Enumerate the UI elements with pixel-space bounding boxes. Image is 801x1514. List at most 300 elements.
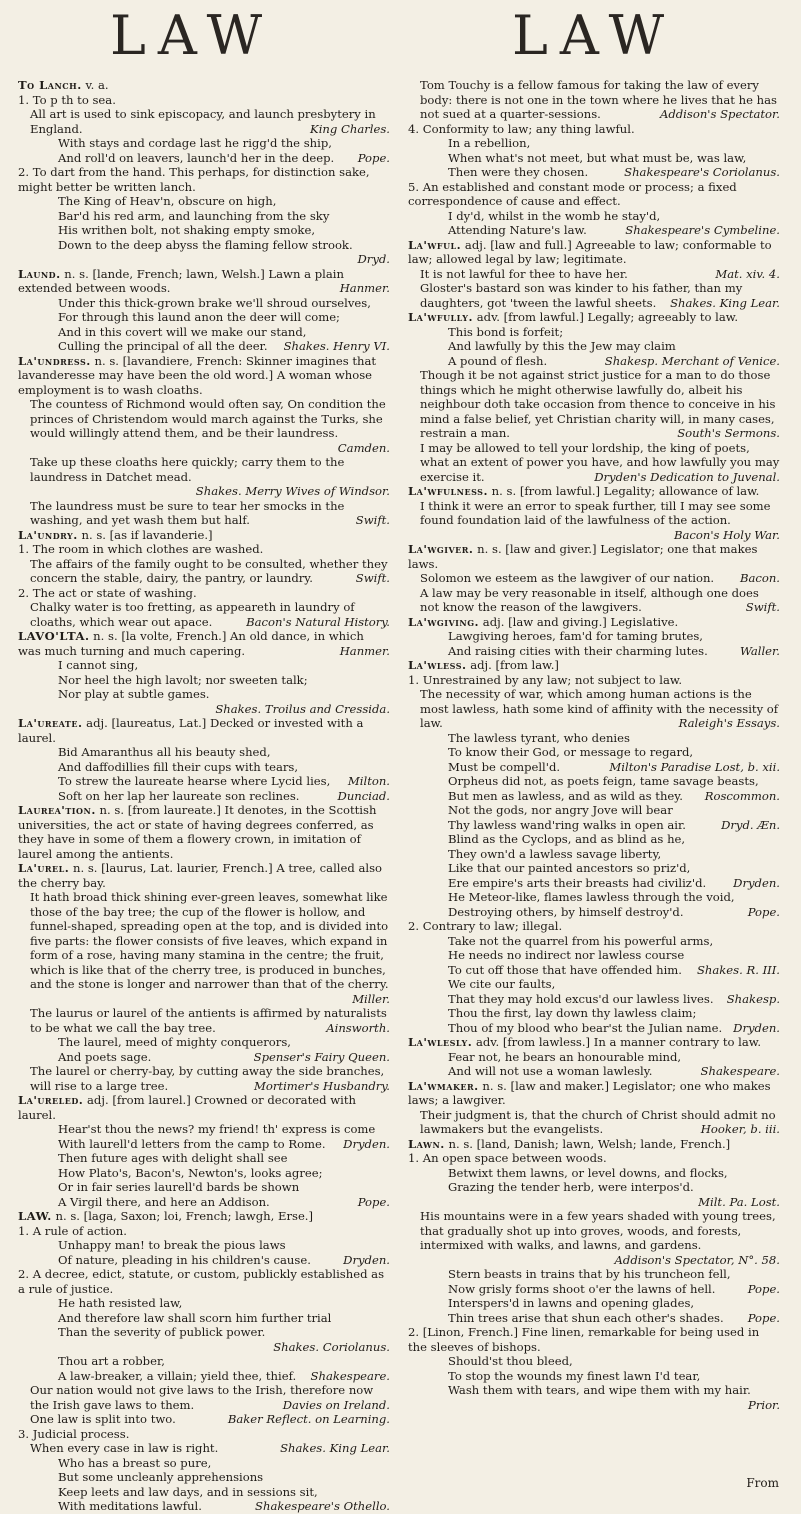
quotation-line — [448, 1383, 780, 1412]
quotation-line — [58, 1151, 390, 1166]
line-text: Now grisly forms shoot o'er the lawns of hell. — [448, 1281, 716, 1296]
quotation-line — [448, 325, 780, 340]
quotation-line — [58, 760, 390, 775]
line-text: The lawless tyrant, who denies — [448, 730, 630, 745]
citation-source: Ainsworth. — [326, 1020, 390, 1035]
quotation-line — [448, 745, 780, 760]
citation-source: Hooker, b. iii. — [700, 1122, 780, 1136]
citation-source: Swift. — [355, 571, 390, 585]
line-text: Fear not, he bears an honourable mind, — [448, 1049, 682, 1064]
line-text: 1. A rule of action. — [18, 1223, 127, 1238]
quotation-line — [58, 673, 390, 688]
citation-source: Milt. Pa. Lost. — [698, 1194, 780, 1209]
line-text: Down to the deep abyss the flaming fellow strook. — [58, 237, 353, 252]
line-text: It hath broad thick shining ever-green leaves, somewhat like those of the bay tree; the cup of the flower is hollow, and funnel-shaped, spreading open at the top, and is divided into five parts: the flower consists of five leaves, which expand in form of a rose, having many stamina in the centre; the fruit, which is like that of the cherry tree, is produced in bunches, and the stone is longer and narrower than that of the cherry. — [30, 890, 389, 991]
quotation-line — [30, 1441, 390, 1456]
quotation-line — [448, 1006, 780, 1021]
line-text: I cannot sing, — [58, 658, 139, 672]
line-text: Attending Nature's law. — [448, 223, 587, 237]
quotation-line — [58, 194, 390, 209]
line-text: They own'd a lawless savage liberty, — [448, 846, 662, 861]
line-text: Keep leets and law days, and in sessions sit, — [58, 1484, 318, 1499]
citation-source: Bacon. — [739, 571, 780, 585]
line-text: He Meteor-like, flames lawless through the void, — [448, 890, 735, 904]
headword: La'undry. — [18, 527, 78, 542]
citation-source: Mortimer's Husbandry. — [254, 1078, 390, 1093]
line-text: 2. A decree, edict, statute, or custom, publickly established as a rule of justice. — [18, 1267, 385, 1296]
definition: adv. [from lawless.] In a manner contrary to law. — [472, 1035, 762, 1049]
line-text: And roll'd on leavers, launch'd her in the deep. — [58, 150, 335, 165]
quotation-line — [58, 310, 390, 325]
line-text: But men as lawless, and as wild as they. — [448, 788, 683, 803]
definition: v. a. — [81, 78, 109, 92]
citation-source: Bacon's Holy War. — [673, 527, 780, 542]
dictionary-entry — [408, 1137, 780, 1152]
line-text: And raising cities with their charming lutes. — [448, 643, 708, 658]
quotation-line — [448, 1050, 780, 1065]
dictionary-entry — [408, 1035, 780, 1050]
line-text: Thin trees arise that shun each other's shades. — [448, 1310, 724, 1325]
line-text: Solomon we esteem as the lawgiver of our nation. — [420, 571, 715, 585]
citation-source: South's Sermons. — [677, 426, 780, 440]
quotation-line — [420, 1209, 780, 1267]
dictionary-entry — [408, 1079, 780, 1108]
quotation-line — [58, 1354, 390, 1369]
citation-source: Milton. — [347, 774, 390, 788]
citation-source: Hanmer. — [339, 281, 390, 295]
citation-source: Waller. — [739, 643, 780, 658]
line-text: The affairs of the family ought to be consulted, whether they concern the stable, dairy, the pantry, or laundry. — [30, 556, 388, 585]
definition: n. s. [from laureate.] It denotes, in the Scottish universities, the act or state of having degrees conferred, as they have in some of them a flowery crown, in imitation of laurel among the antients. — [18, 803, 377, 861]
catchword: From — [746, 1476, 779, 1490]
citation-source: Shakes. Troilus and Cressida. — [215, 701, 390, 716]
line-text: How Plato's, Bacon's, Newton's, looks agree; — [58, 1165, 323, 1180]
dictionary-entry — [18, 78, 390, 93]
quotation-line — [58, 339, 390, 354]
quotation-line — [58, 1485, 390, 1500]
line-text: Culling the principal of all the deer. — [58, 339, 268, 353]
quotation-line — [448, 1267, 780, 1282]
line-text: Thou the first, lay down thy lawless claim; — [448, 1006, 697, 1020]
line-text: For through this laund anon the deer will come; — [58, 310, 340, 324]
quotation-line — [58, 223, 390, 238]
line-text: To cut off those that have offended him. — [448, 962, 682, 977]
quotation-line — [58, 209, 390, 224]
citation-source: Dryd. Æn. — [721, 817, 780, 832]
citation-source: Davies on Ireland. — [282, 1397, 390, 1412]
citation-source: Roscommon. — [704, 788, 780, 803]
line-text: But some uncleanly apprehensions — [58, 1470, 264, 1484]
quotation-line — [58, 1499, 390, 1514]
quotation-line — [58, 1195, 390, 1210]
line-text: He needs no indirect nor lawless course — [448, 948, 685, 962]
sense-line — [18, 1224, 390, 1239]
dictionary-entry — [18, 861, 390, 890]
left-column — [18, 78, 390, 1514]
citation-source: Dryden's Dedication to Juvenal. — [594, 469, 780, 484]
headword: La'wfulness. — [408, 484, 488, 498]
line-text: Ere empire's arts their breasts had civiliz'd. — [448, 875, 707, 890]
line-text: That they may hold excus'd our lawless lives. — [448, 991, 714, 1006]
citation-source: Milton's Paradise Lost, b. xii. — [609, 759, 780, 774]
quotation-line — [420, 78, 780, 122]
header-right: LAW — [512, 4, 677, 67]
quotation-line — [58, 687, 390, 716]
dictionary-entry — [18, 716, 390, 745]
citation-source: Mat. xiv. 4. — [715, 266, 780, 281]
sense-line — [18, 542, 390, 557]
quotation-line — [58, 1137, 390, 1152]
header-left: LAW — [110, 4, 275, 67]
headword: La'wfully. — [408, 310, 474, 324]
dictionary-entry — [408, 484, 780, 499]
definition: n. s. [land, Danish; lawn, Welsh; lande, French.] — [444, 1136, 731, 1151]
line-text: When what's not meet, but what must be, was law, — [448, 150, 747, 165]
line-text: 4. Conformity to law; any thing lawful. — [408, 121, 635, 136]
headword: La'wless. — [408, 658, 467, 672]
quotation-line — [58, 789, 390, 804]
quotation-line — [448, 934, 780, 949]
sense-line — [18, 1427, 390, 1442]
quotation-line — [448, 1064, 780, 1079]
line-text: His mountains were in a few years shaded with young trees, that gradually shot up into groves, woods, and forests, intermixed with walks, and lawns, and gardens. — [420, 1209, 776, 1252]
citation-source: Baker Reflect. on Learning. — [227, 1412, 390, 1426]
quotation-line — [448, 774, 780, 789]
line-text: Gloster's bastard son was kinder to his father, than my daughters, got 'tween the lawful sheets. — [420, 281, 743, 310]
line-text: And poets sage. — [58, 1049, 152, 1064]
quotation-line — [448, 847, 780, 862]
sense-line — [408, 919, 780, 934]
line-text: In a rebellion, — [448, 136, 531, 150]
quotation-line — [58, 151, 390, 166]
line-text: Take up these cloaths here quickly; carry them to the laundress in Datchet mead. — [30, 455, 345, 484]
line-text: All art is used to sink episcopacy, and launch presbytery in England. — [30, 107, 376, 136]
quotation-line — [448, 948, 780, 963]
quotation-line — [58, 774, 390, 789]
quotation-line — [58, 1122, 390, 1137]
line-text: Like that our painted ancestors so priz'd, — [448, 861, 691, 875]
line-text: Nor play at subtle games. — [58, 687, 210, 701]
definition: adj. [law and full.] Agreeable to law; conformable to law; allowed legal by law; legitimate. — [408, 237, 772, 266]
line-text: 1. To p th to sea. — [18, 92, 116, 107]
quotation-line — [448, 963, 780, 978]
citation-source: King Charles. — [310, 121, 390, 136]
quotation-line — [420, 499, 780, 543]
line-text: With laurell'd letters from the camp to Rome. — [58, 1136, 326, 1151]
quotation-line — [448, 905, 780, 920]
citation-source: Prior. — [748, 1397, 780, 1412]
line-text: 1. The room in which clothes are washed. — [18, 542, 264, 556]
headword: Laund. — [18, 266, 61, 281]
right-column — [408, 78, 780, 1514]
line-text: A Virgil there, and here an Addison. — [58, 1194, 270, 1209]
dictionary-entry — [408, 310, 780, 325]
line-text: Betwixt them lawns, or level downs, and flocks, — [448, 1165, 728, 1180]
dictionary-entry — [408, 238, 780, 267]
definition: adj. [from law.] — [466, 658, 559, 672]
quotation-line — [448, 165, 780, 180]
quotation-line — [448, 1354, 780, 1369]
line-text: Tom Touchy is a fellow famous for taking the law of every body: there is not one in the town where he lives that he has not sued at a quarter-sessions. — [420, 78, 777, 121]
quotation-line — [448, 992, 780, 1007]
citation-source: Shakespeare's Othello. — [255, 1499, 390, 1513]
quotation-line — [448, 354, 780, 369]
line-text: The King of Heav'n, obscure on high, — [58, 194, 277, 208]
headword: To Lanch. — [18, 78, 82, 92]
quotation-line — [30, 455, 390, 499]
line-text: When every case in law is right. — [30, 1441, 219, 1455]
quotation-line — [448, 861, 780, 876]
line-text: Though it be not against strict justice for a man to do those things which he might otherwise lawfully do, albeit his neighbour doth take occasion from thence to conceive in his mind a false belief, yet Christian charity will, in many cases, restrain a man. — [420, 368, 776, 440]
quotation-line — [448, 876, 780, 891]
line-text: And in this covert will we make our stand, — [58, 324, 307, 339]
quotation-line — [30, 600, 390, 629]
quotation-line — [448, 1296, 780, 1311]
quotation-line — [448, 803, 780, 818]
line-text: And will not use a woman lawlesly. — [448, 1064, 653, 1078]
line-text: The laurus or laurel of the antients is affirmed by naturalists to be what we call the bay tree. — [30, 1006, 387, 1035]
line-text: Our nation would not give laws to the Irish, therefore now the Irish gave laws to them. — [30, 1383, 374, 1412]
line-text: Not the gods, nor angry Jove will bear — [448, 803, 673, 817]
line-text: To know their God, or message to regard, — [448, 745, 694, 759]
citation-source: Shakes. Coriolanus. — [273, 1339, 390, 1354]
quotation-line — [448, 629, 780, 644]
citation-source: Dryden. — [733, 875, 780, 890]
quotation-line — [58, 1311, 390, 1326]
quotation-line — [30, 499, 390, 528]
line-text: The countess of Richmond would often say, On condition the princes of Christendom would march against the Turks, she would willingly attend them, and be their laundress. — [30, 397, 386, 440]
quotation-line — [448, 1282, 780, 1297]
dictionary-entry — [18, 267, 390, 296]
quotation-line — [448, 151, 780, 166]
line-text: He hath resisted law, — [58, 1296, 183, 1310]
line-text: With meditations lawful. — [58, 1499, 202, 1513]
quotation-line — [58, 1035, 390, 1050]
definition: n. s. [law and giver.] Legislator; one that makes laws. — [408, 542, 758, 571]
headword: LAW. — [18, 1209, 52, 1223]
line-text: We cite our faults, — [448, 977, 556, 991]
line-text: Than the severity of publick power. — [58, 1325, 266, 1339]
line-text: 2. To dart from the hand. This perhaps, for distinction sake, might better be written lanch. — [18, 165, 370, 194]
quotation-line — [420, 368, 780, 441]
quotation-line — [30, 1006, 390, 1035]
line-text: One law is split into two. — [30, 1412, 176, 1426]
sense-line — [18, 165, 390, 194]
citation-source: Pope. — [747, 904, 780, 919]
line-text: 2. The act or state of washing. — [18, 585, 197, 600]
line-text: Hear'st thou the news? my friend! th' express is come — [58, 1122, 376, 1136]
sense-line — [408, 180, 780, 209]
citation-source: Shakes. King Lear. — [670, 295, 780, 310]
quotation-line — [58, 136, 390, 151]
citation-source: Shakespeare's Coriolanus. — [624, 165, 780, 179]
line-text: 3. Judicial process. — [18, 1426, 130, 1441]
citation-source: Shakes. R. III. — [696, 962, 780, 977]
line-text: 1. An open space between woods. — [408, 1151, 607, 1165]
citation-source: Shakespeare. — [700, 1064, 780, 1078]
line-text: The laurel or cherry-bay, by cutting away the side branches, will rise to a large tree. — [30, 1064, 385, 1093]
citation-source: Dryden. — [343, 1136, 390, 1151]
quotation-line — [448, 1180, 780, 1209]
line-text: Nor heel the high lavolt; nor sweeten talk; — [58, 672, 308, 687]
citation-source: Pope. — [747, 1281, 780, 1296]
line-text: 2. Contrary to law; illegal. — [408, 919, 563, 933]
citation-source: Shakesp. — [726, 991, 780, 1006]
line-text: A law may be very reasonable in itself, although one does not know the reason of the lawgivers. — [420, 585, 759, 614]
line-text: 2. [Linon, French.] Fine linen, remarkable for being used in the sleeves of bishops. — [408, 1325, 760, 1354]
quotation-line — [420, 687, 780, 731]
line-text: Take not the quarrel from his powerful arms, — [448, 933, 714, 948]
line-text: Then future ages with delight shall see — [58, 1151, 288, 1165]
quotation-line — [420, 571, 780, 586]
headword: La'wful. — [408, 237, 462, 252]
headword: La'wgiver. — [408, 542, 474, 556]
quotation-line — [58, 1296, 390, 1311]
quotation-line — [448, 339, 780, 354]
quotation-line — [58, 1470, 390, 1485]
line-text: To strew the laureate hearse where Lycid lies, — [58, 774, 331, 788]
quotation-line — [30, 1064, 390, 1093]
dictionary-entry — [18, 354, 390, 398]
line-text: Who has a breast so pure, — [58, 1455, 212, 1470]
quotation-line — [448, 209, 780, 224]
quotation-line — [58, 325, 390, 340]
quotation-line — [448, 977, 780, 992]
quotation-line — [420, 441, 780, 485]
citation-source: Swift. — [355, 513, 390, 527]
line-text: I may be allowed to tell your lordship, the king of poets, what an extent of power you have, and how lawfully you may exercise it. — [420, 440, 780, 484]
quotation-line — [448, 890, 780, 905]
line-text: A pound of flesh. — [448, 353, 548, 368]
definition: n. s. [as if lavanderie.] — [77, 527, 213, 542]
quotation-line — [30, 1383, 390, 1412]
line-text: 5. An established and constant mode or process; a fixed correspondence of cause and effect. — [408, 179, 737, 208]
headword: La'wlesly. — [408, 1035, 473, 1049]
line-text: Chalky water is too fretting, as appeareth in laundry of cloaths, which wear out apace. — [30, 600, 355, 629]
dictionary-entry — [408, 658, 780, 673]
line-text: Wash them with tears, and wipe them with my hair. — [448, 1383, 751, 1397]
citation-source: Shakesp. Merchant of Venice. — [604, 353, 780, 368]
definition: n. s. [laurus, Lat. laurier, French.] A tree, called also the cherry bay. — [18, 861, 383, 890]
line-text: Or in fair series laurell'd bards be shown — [58, 1180, 300, 1194]
definition: adj. [laureatus, Lat.] Decked or invested with a laurel. — [18, 716, 364, 745]
line-text: This bond is forfeit; — [448, 324, 564, 339]
sense-line — [18, 586, 390, 601]
line-text: Stern beasts in trains that by his truncheon fell, — [448, 1267, 731, 1281]
line-text: Their judgment is, that the church of Christ should admit no lawmakers but the evangelists. — [420, 1107, 776, 1136]
quotation-line — [30, 397, 390, 455]
quotation-line — [448, 644, 780, 659]
citation-source: Shakes. Merry Wives of Windsor. — [195, 484, 390, 498]
quotation-line — [420, 267, 780, 282]
line-text: Bid Amaranthus all his beauty shed, — [58, 745, 271, 759]
headword: Lawn. — [408, 1136, 445, 1151]
headword: La'wgiving. — [408, 614, 480, 629]
headword: La'urel. — [18, 861, 70, 875]
definition: n. s. [from lawful.] Legality; allowance of law. — [488, 484, 760, 498]
quotation-line — [30, 107, 390, 136]
headword: La'ureled. — [18, 1093, 84, 1107]
dictionary-entry — [408, 615, 780, 630]
citation-source: Dunciad. — [337, 788, 390, 803]
sense-line — [18, 1267, 390, 1296]
quotation-line — [30, 1412, 390, 1427]
quotation-line — [448, 832, 780, 847]
citation-source: Dryd. — [357, 252, 390, 266]
running-header — [0, 4, 801, 78]
quotation-line — [58, 1253, 390, 1268]
headword: LAVO'LTA. — [18, 629, 90, 643]
citation-source: Camden. — [337, 440, 390, 455]
quotation-line — [58, 1238, 390, 1253]
dictionary-entry — [408, 542, 780, 571]
quotation-line — [58, 658, 390, 673]
line-text: A law-breaker, a villain; yield thee, thief. — [58, 1368, 297, 1383]
quotation-line — [448, 731, 780, 746]
quotation-line — [58, 238, 390, 267]
quotation-line — [58, 1180, 390, 1195]
quotation-line — [448, 223, 780, 238]
dictionary-entry — [18, 528, 390, 543]
quotation-line — [58, 1166, 390, 1181]
line-text: Bar'd his red arm, and launching from the sky — [58, 208, 330, 223]
quotation-line — [58, 1325, 390, 1354]
quotation-line — [448, 1021, 780, 1036]
quotation-line — [420, 586, 780, 615]
line-text: Orpheus did not, as poets feign, tame savage beasts, — [448, 774, 759, 788]
definition: n. s. [lavandiere, French: Skinner imagines that lavanderesse may have been the old word.] A woman whose employment is to wash cloaths. — [18, 353, 377, 397]
definition: adj. [from laurel.] Crowned or decorated with laurel. — [18, 1093, 356, 1122]
quotation-line — [58, 745, 390, 760]
sense-line — [408, 1325, 780, 1354]
quotation-line — [30, 557, 390, 586]
line-text: And daffodillies fill their cups with tears, — [58, 759, 299, 774]
citation-source: Pope. — [357, 150, 390, 165]
dictionary-entry — [18, 803, 390, 861]
quotation-line — [58, 1456, 390, 1471]
line-text: Thou art a robber, — [58, 1354, 165, 1368]
line-text: Of nature, pleading in his children's cause. — [58, 1252, 311, 1267]
sense-line — [408, 673, 780, 688]
quotation-line — [58, 1050, 390, 1065]
citation-source: Miller. — [352, 991, 390, 1006]
quotation-line — [448, 1369, 780, 1384]
line-text: I dy'd, whilst in the womb he stay'd, — [448, 208, 661, 223]
quotation-line — [30, 890, 390, 1006]
line-text: His writhen bolt, not shaking empty smoke, — [58, 223, 315, 237]
line-text: Soft on her lap her laureate son reclines. — [58, 788, 300, 803]
citation-source: Shakespeare's Cymbeline. — [625, 223, 780, 237]
definition: n. s. [laga, Saxon; loi, French; lawgh, Erse.] — [51, 1209, 314, 1223]
definition: n. s. [lande, French; lawn, Welsh.] Lawn a plain extended between woods. — [18, 266, 344, 295]
line-text: Lawgiving heroes, fam'd for taming brutes, — [448, 629, 703, 643]
definition: adv. [from lawful.] Legally; agreeably to law. — [473, 310, 739, 324]
sense-line — [408, 1151, 780, 1166]
quotation-line — [448, 1166, 780, 1181]
line-text: The laundress must be sure to tear her smocks in the washing, and yet wash them but half. — [30, 498, 345, 527]
citation-source: Raleigh's Essays. — [678, 716, 780, 730]
line-text: The necessity of war, which among human actions is the most lawless, hath some kind of affinity with the necessity of law. — [420, 687, 779, 730]
columns — [18, 78, 783, 1514]
line-text: I think it were an error to speak further, till I may see some found foundation laid of the lawfulness of the action. — [420, 498, 771, 527]
quotation-line — [448, 789, 780, 804]
dictionary-entry — [18, 629, 390, 658]
headword: La'undress. — [18, 353, 91, 368]
line-text: Destroying others, by himself destroy'd. — [448, 904, 684, 919]
citation-source: Pope. — [747, 1310, 780, 1325]
citation-source: Addison's Spectator. — [659, 107, 780, 121]
sense-line — [408, 122, 780, 137]
